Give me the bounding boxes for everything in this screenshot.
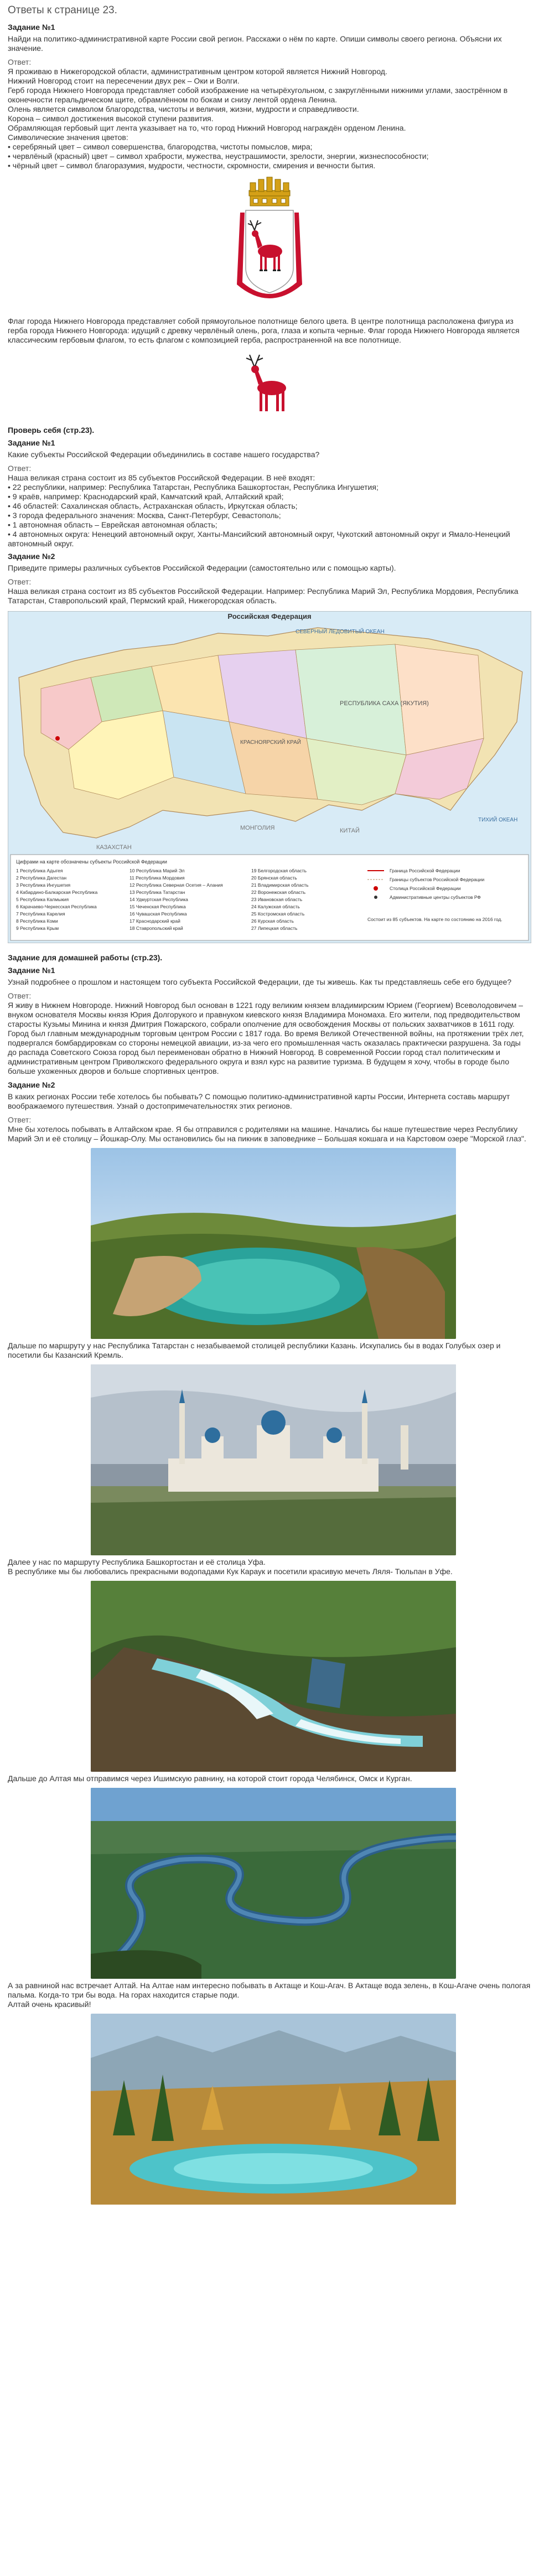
- task-question: Узнай подробнее о прошлом и настоящем того субъекта Российской Федерации, где ты живешь. Как ты представляешь себе его будущее?: [8, 977, 512, 986]
- answer-line: Корона – символ достижения высокой ступени развития.: [8, 114, 214, 123]
- coat-of-arms-icon: [234, 174, 305, 312]
- map-label-kaz: КАЗАХСТАН: [96, 844, 132, 851]
- legend-item: 14 Удмуртская Республика: [129, 897, 188, 902]
- answer-line: • чёрный цвет – символ благоразумия, мудрости, честности, скромности, смирения и вечности бытия.: [8, 161, 376, 170]
- task-question: Найди на политико-административной карте России свой регион. Расскажи о нём по карте. Опиши символы своего региона. Объясни их значение.: [8, 34, 502, 53]
- answer-line: Я проживаю в Нижегородской области, административным центром которой является Нижний Новгород.: [8, 67, 387, 76]
- legend-item: 5 Республика Калмыкия: [16, 897, 69, 902]
- lake-photo: [91, 1148, 456, 1339]
- photo-caption: А за равниной нас встречает Алтай. На Алтае нам интересно побывать в Актаще и Кош-Агач. В Актаще вода зелень, в Кош-Агаче очень пологая пальма. Когда-то три бы вода. На горах находится старые поди.: [8, 1981, 531, 1999]
- legend-item: 2 Республика Дагестан: [16, 875, 67, 881]
- river-photo: [91, 1788, 456, 1979]
- waterfall-photo: [91, 1581, 456, 1772]
- legend-item: 20 Брянская область: [251, 875, 297, 881]
- flag-description: Флаг города Нижнего Новгорода представляет собой прямоугольное полотнище белого цвета. В центре полотнища расположена фигура из герба города Нижнего Новгорода: идущий с древку червлёный олень, рога, глаза и копыта черные. Флаг города Нижнего Новгорода является классическим гербовым флагом, то есть флагом с композицией герба, распространенной на все полотнище.: [8, 317, 520, 344]
- legend-item: 18 Ставропольский край: [129, 925, 183, 931]
- photo-caption: Далее у нас по маршруту Республика Башкортостан и её столица Уфа.: [8, 1558, 266, 1566]
- legend-item: 4 Кабардино-Балкарская Республика: [16, 889, 98, 895]
- legend-note: Состоит из 85 субъектов. На карте по состоянию на 2016 год.: [367, 917, 502, 922]
- legend-item: 25 Костромская область: [251, 911, 305, 917]
- task-heading-4: Задание №1: [8, 966, 55, 975]
- legend-item: 27 Липецкая область: [251, 925, 298, 931]
- answer-line: Обрамляющая гербовый щит лента указывает на то, что город Нижний Новгород награждён орденом Ленина.: [8, 123, 406, 132]
- photo-caption: В республике мы бы любовались прекрасными водопадами Кук Караук и посетили красивую мечеть Ляля- Тюльпан в Уфе.: [8, 1567, 453, 1576]
- legend-item: 17 Краснодарский край: [129, 918, 180, 924]
- legend-item: Граница Российской Федерации: [390, 868, 460, 873]
- legend-item: 10 Республика Марий Эл: [129, 868, 185, 873]
- check-title: Проверь себя (стр.23).: [8, 426, 95, 434]
- answer-line: • червлёный (красный) цвет – символ храбрости, мужества, неустрашимости, зрелости, энергии, жизнеспособности;: [8, 152, 429, 161]
- task-question: Приведите примеры различных субъектов Российской Федерации (самостоятельно или с помощью карты).: [8, 563, 396, 572]
- legend-item: 11 Республика Мордовия: [129, 875, 185, 881]
- legend-item: 22 Воронежская область: [251, 889, 305, 895]
- task-question: В каких регионах России тебе хотелось бы побывать? С помощью политико-административной карты России, Интернета составь маршрут воображаемого путешествия. Узнай о достопримечательностях этих регионов.: [8, 1092, 510, 1110]
- answer-label: Ответ:: [8, 1115, 32, 1124]
- map-title: Российская Федерация: [227, 612, 312, 620]
- map-label-chn: КИТАЙ: [340, 827, 360, 834]
- task-heading-1: Задание №1: [8, 23, 55, 32]
- map-label-sakha: РЕСПУБЛИКА САХА (ЯКУТИЯ): [340, 700, 429, 707]
- answer-line: Символические значения цветов:: [8, 133, 128, 142]
- answer-text: Я живу в Нижнем Новгороде. Нижний Новгород был основан в 1221 году великим князем владимирским Юрием (Георгием) Всеволодовичем – внуком основателя Москвы князя Юрия Долгорукого и правнуком киевского князя Владимира Мономаха. Его жители, под предводительством старосты Кузьмы Минина и князя Дмитрия Пожарского, собрали ополчение для освобождения Москвы от польских захватчиков в 1611 году. Город был главным международным торговым центром России с 1817 года. Во время Великой Отечественной войны, на протяжении трёх лет, подвергался бомбардировкам со стороны немецкой авиации, из-за чего его промышленная часть оказалась практически разрушена. За годы до распада Советского Союза город был переименован обратно в Нижний Новгород. В современной России город стал политическим и административным центром Приволжского федерального округа и взял курс на развитие туризма. В будущем я хочу, чтобы в городе было больше ухоженных дворов и больше спортивных центров.: [8, 1001, 524, 1075]
- legend-item: 12 Республика Северная Осетия – Алания: [129, 882, 223, 888]
- answer-line: • серебряный цвет – символ совершенства, благородства, чистоты помыслов, мира;: [8, 142, 313, 151]
- answer-label: Ответ:: [8, 577, 32, 586]
- legend-item: 13 Республика Татарстан: [129, 889, 185, 895]
- answer-text: Мне бы хотелось побывать в Алтайском крае. Я бы отправился с родителями на машине. Начались бы наше путешествие через Республику Марий Эл и её столицу – Йошкар-Олу. Мы остановились бы на пикник в заповеднике – Большая кокшага и на Карстовом озере "Морской глаз".: [8, 1125, 526, 1143]
- kremlin-photo: [91, 1364, 456, 1555]
- legend-item: Столица Российской Федерации: [390, 886, 461, 891]
- legend-item: 19 Белгородская область: [251, 868, 307, 873]
- answer-line: Герб города Нижнего Новгорода представляет собой изображение на четырёхугольном, с закруглёнными нижними углами, заострённом в оконечности геральдическом щите, обрамлённом по бокам и снизу лентой ордена Ленина.: [8, 86, 508, 104]
- capital-marker: [55, 736, 60, 741]
- answer-line: • 3 города федерального значения: Москва, Санкт-Петербург, Севастополь;: [8, 511, 281, 520]
- map-label-ocean: СЕВЕРНЫЙ ЛЕДОВИТЫЙ ОКЕАН: [296, 629, 385, 635]
- legend-item: 8 Республика Коми: [16, 918, 58, 924]
- page-title: Ответы к странице 23.: [8, 4, 117, 16]
- task-heading-5: Задание №2: [8, 1080, 55, 1089]
- legend-item: Границы субъектов Российской Федерации: [390, 877, 485, 882]
- legend-item: 16 Чувашская Республика: [129, 911, 187, 917]
- legend-item: 7 Республика Карелия: [16, 911, 65, 917]
- legend-item: 15 Чеченская Республика: [129, 904, 186, 909]
- answer-line: Нижний Новгород стоит на пересечении двух рек – Оки и Волги.: [8, 76, 240, 85]
- legend-item: 21 Владимирская область: [251, 882, 309, 888]
- altai-lake-photo: [91, 2014, 456, 2205]
- answer-label: Ответ:: [8, 464, 32, 473]
- map-label-kras: КРАСНОЯРСКИЙ КРАЙ: [240, 739, 301, 746]
- answer-line: • 22 республики, например: Республика Татарстан, Республика Башкортостан, Республика Ингушетия;: [8, 483, 379, 492]
- flag-deer-icon: [225, 349, 314, 421]
- map-label-pacific: ТИХИЙ ОКЕАН: [478, 817, 518, 823]
- answer-label: Ответ:: [8, 991, 32, 1000]
- answer-line: • 4 автономных округа: Ненецкий автономный округ, Ханты-Мансийский автономный округ, Чукотский автономный округ и Ямало-Ненецкий автономный округ.: [8, 530, 510, 548]
- answer-line: • 46 областей: Сахалинская область, Астраханская область, Иркутская область;: [8, 501, 298, 510]
- answer-line: • 1 автономная область – Еврейская автономная область;: [8, 520, 217, 529]
- task-heading-2: Задание №1: [8, 438, 55, 447]
- legend-item: 6 Карачаево-Черкесская Республика: [16, 904, 97, 909]
- answer-line: • 9 краёв, например: Краснодарский край, Камчатский край, Алтайский край;: [8, 492, 284, 501]
- photo-caption: Дальше до Алтая мы отправимся через Ишимскую равнину, на которой стоит города Челябинск, Омск и Курган.: [8, 1774, 412, 1783]
- legend-item: 24 Калужская область: [251, 904, 300, 909]
- answer-line: Олень является символом благородства, чистоты и величия, жизни, мудрости и справедливости.: [8, 105, 359, 113]
- home-title: Задание для домашней работы (стр.23).: [8, 953, 163, 962]
- legend-item: 9 Республика Крым: [16, 925, 59, 931]
- answer-label: Ответ:: [8, 58, 32, 66]
- task-heading-3: Задание №2: [8, 552, 55, 561]
- task-question: Какие субъекты Российской Федерации объединились в составе нашего государства?: [8, 450, 320, 459]
- map-label-mon: МОНГОЛИЯ: [240, 825, 275, 831]
- legend-caption: Цифрами на карте обозначены субъекты Российской Федерации: [16, 859, 167, 865]
- legend-item: 26 Курская область: [251, 918, 294, 924]
- russia-map: [8, 611, 531, 943]
- answer-line: Наша великая страна состоит из 85 субъектов Российской Федерации. В неё входят:: [8, 473, 315, 482]
- legend-item: 1 Республика Адыгея: [16, 868, 63, 873]
- legend-item: 3 Республика Ингушетия: [16, 882, 71, 888]
- photo-caption: Дальше по маршруту у нас Республика Татарстан с незабываемой столицей республики Казань. Искупались бы в водах Голубых озер и посетили бы Казанский Кремль.: [8, 1341, 501, 1359]
- photo-caption: Алтай очень красивый!: [8, 2000, 91, 2009]
- legend-item: 23 Ивановская область: [251, 897, 303, 902]
- answer-text: Наша великая страна состоит из 85 субъектов Российской Федерации. Например: Республика Марий Эл, Республика Мордовия, Республика Татарстан, Ставропольский край, Пермский край, Нижегородская область.: [8, 587, 519, 605]
- legend-item: Административные центры субъектов РФ: [390, 894, 481, 900]
